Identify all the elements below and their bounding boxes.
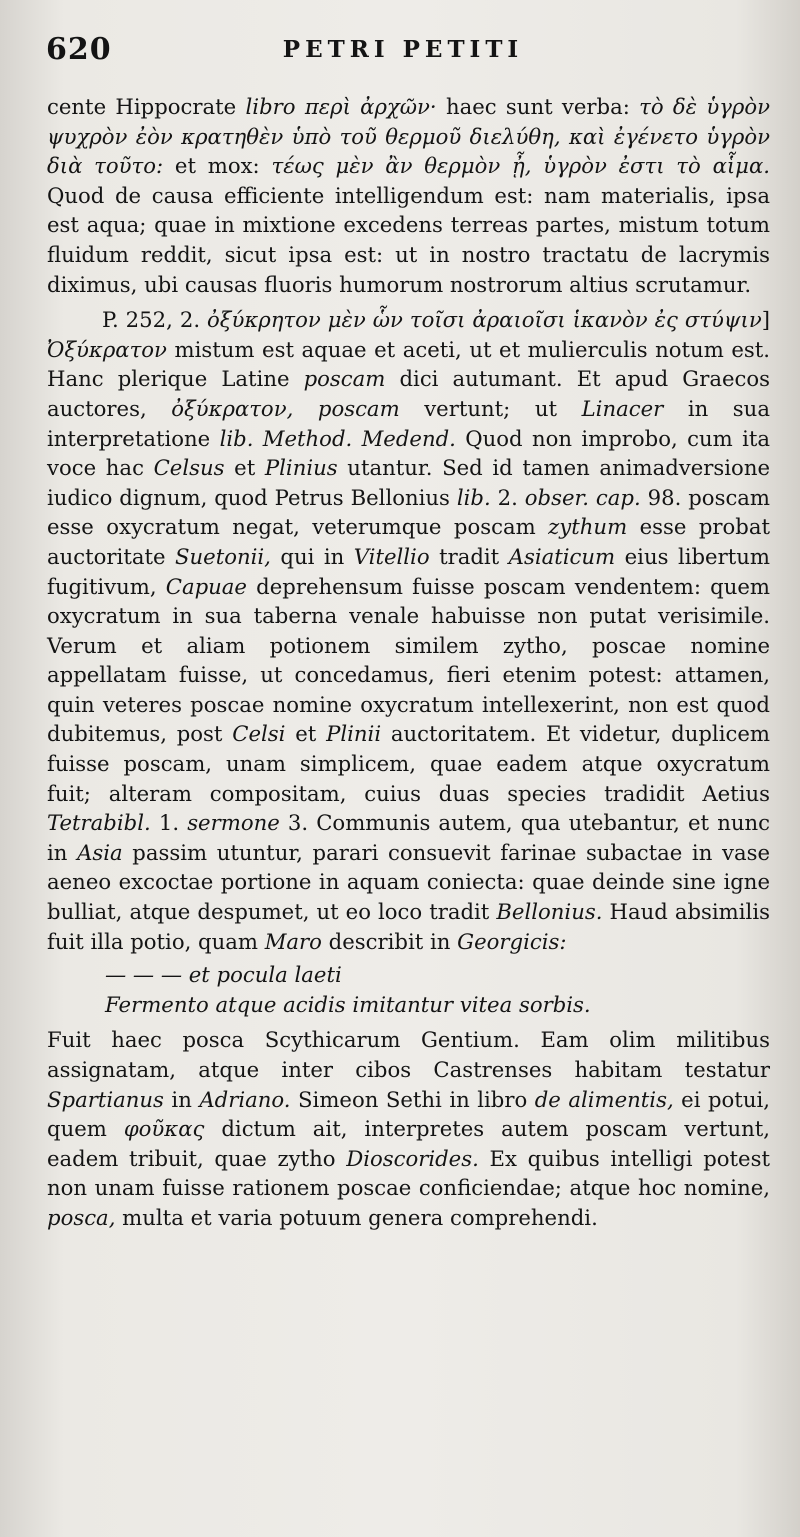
- verse-line: — — — et pocula laeti: [105, 962, 342, 988]
- italic-text: Asia: [77, 839, 123, 865]
- text-run: [296, 94, 305, 119]
- greek-text: φοῦκας: [123, 1116, 205, 1142]
- greek-text: περὶ ἀρχῶν·: [304, 94, 437, 119]
- text-run: in: [163, 1086, 200, 1112]
- text-run: dici autumant. Et apud Graecos auctores,: [47, 366, 770, 421]
- text-run: Ex quibus intelligi potest non unam fuisse rationem poscae conficiendae; atque hoc nomine,: [47, 1145, 770, 1201]
- text-run: cente Hippocrate: [47, 94, 246, 119]
- text-run: eius libertum fugitivum,: [47, 543, 770, 599]
- italic-text: Georgicis:: [457, 928, 567, 954]
- text-run: haec sunt verba:: [436, 94, 640, 119]
- italic-text: Celsus: [153, 455, 225, 481]
- paragraph: [47, 92, 770, 299]
- verse-line: Fermento atque acidis imitantur vitea sorbis.: [105, 991, 591, 1017]
- greek-text: τὸ δὲ ὑγρὸν ψυχρὸν ἐὸν κρατηθὲν ὑπὸ τοῦ θερμοῦ διελύθη, καὶ ἐγένετο ὑγρὸν διὰ τοῦτο:: [47, 94, 770, 179]
- text-run: ei potui, quem: [47, 1086, 770, 1142]
- text-run: passim utuntur, parari consuevit farinae subactae in vase aeneo excoctae portione in aquam coniecta: quae deinde sine igne bulliat, atque despumet, ut eo loco tradit: [47, 839, 770, 925]
- greek-text: ὀξύκρητον μὲν ὧν τοῖσι ἀραιοῖσι ἱκανὸν ἐς στύψιν: [207, 307, 762, 333]
- italic-text: poscam: [317, 395, 400, 421]
- italic-text: Asiaticum: [508, 543, 616, 569]
- italic-text: Dioscorides.: [346, 1145, 479, 1171]
- text-run: esse probat auctoritate: [47, 514, 770, 569]
- italic-text: Adriano.: [199, 1086, 291, 1112]
- page-number: 620: [46, 32, 112, 67]
- text-run: utantur. Sed id tamen animadversione iudico dignum, quod Petrus Bellonius: [47, 455, 770, 510]
- text-run: tradit: [429, 543, 509, 569]
- text-run: Quod non improbo, cum ita voce hac: [47, 425, 770, 481]
- italic-text: Tetrabibl.: [47, 810, 151, 836]
- text-run: vertunt; ut: [399, 395, 582, 421]
- italic-text: obser. cap.: [524, 484, 641, 510]
- italic-text: zythum: [548, 514, 628, 540]
- text-run: qui in: [270, 543, 354, 569]
- text-run: 98. poscam esse oxycratum negat, veterumque poscam: [47, 484, 771, 540]
- running-head: PETRI PETITI: [282, 36, 524, 63]
- text-run: 1.: [150, 810, 188, 836]
- body-text: [47, 92, 770, 1233]
- text-run: 2.: [490, 484, 525, 510]
- italic-text: Capuae: [165, 573, 247, 599]
- text-run: multa et varia potuum genera comprehendi.: [115, 1204, 598, 1230]
- text-run: mistum est aquae et aceti, ut et mulierculis notum est. Hanc plerique Latine: [47, 336, 770, 392]
- paragraph: [47, 305, 770, 956]
- text-run: Simeon Sethi in libro: [290, 1086, 535, 1112]
- italic-text: Linacer: [581, 395, 664, 421]
- italic-text: Vitellio: [353, 543, 430, 569]
- italic-text: Maro: [264, 928, 322, 954]
- italic-text: Celsi: [232, 721, 286, 747]
- text-run: dictum ait, interpretes autem poscam vertunt, eadem tribuit, quae zytho: [47, 1116, 770, 1171]
- greek-text: τέως μὲν ἂν θερμὸν ᾖ, ὑγρὸν ἐστι τὸ αἷμα.: [271, 153, 770, 179]
- italic-text: Plinii: [326, 721, 382, 747]
- greek-text: Ὀξύκρατον: [47, 336, 167, 362]
- paragraph: [47, 1025, 770, 1232]
- italic-text: posca,: [47, 1204, 116, 1230]
- italic-text: sermone: [187, 810, 280, 836]
- text-run: Fuit haec posca Scythicarum Gentium. Eam olim militibus assignatam, atque inter cibos Castrenses habitam testatur: [47, 1027, 770, 1082]
- text-run: deprehensum fuisse poscam vendentem: quem oxycratum in sua taberna venale habuisse non putat verisimile. Verum et aliam potionem similem zytho, poscae nomine appellatam fuisse, ut concedamus, fieri etenim potest: attamen, quin veteres poscae nomine oxycratum intellexerint, non est quod dubitemus, post: [47, 573, 771, 747]
- verse-quotation: [105, 960, 770, 1019]
- greek-text: ὀξύκρατον,: [171, 395, 294, 421]
- text-run: auctoritatem. Et videtur, duplicem fuisse poscam, unam simplicem, quae eadem atque oxycratum fuit; alteram compositam, cuius duas species tradidit Aetius: [47, 721, 770, 806]
- italic-text: Bellonius.: [496, 899, 603, 925]
- text-run: Quod de causa efficiente intelligendum est: nam materialis, ipsa est aqua; quae in mixtione excedens terreas partes, mistum totum fluidum reddit, sicut ipsa est: ut in nostro tractatu de lacrymis diximus, ubi causas fluoris humorum nostrorum altius scrutamur.: [47, 182, 770, 297]
- text-run: et: [224, 455, 265, 481]
- text-run: describit in: [321, 928, 458, 954]
- text-run: [293, 396, 318, 421]
- italic-text: poscam: [303, 366, 386, 392]
- italic-text: Plinius: [264, 455, 338, 481]
- italic-text: Spartianus: [47, 1086, 164, 1112]
- italic-text: lib. Method. Medend.: [219, 425, 456, 451]
- text-run: Haud absimilis fuit illa potio, quam: [47, 899, 770, 954]
- italic-text: Suetonii,: [175, 543, 271, 569]
- italic-text: de alimentis,: [534, 1086, 674, 1112]
- text-run: ]: [761, 307, 770, 333]
- italic-text: lib.: [456, 484, 491, 510]
- italic-text: libro: [245, 94, 296, 119]
- text-run: et mox:: [163, 153, 272, 179]
- text-run: P. 252, 2.: [102, 307, 208, 333]
- page-header: [46, 32, 760, 78]
- text-run: 3. Communis autem, qua utebantur, et nunc in: [47, 810, 770, 865]
- text-run: in sua interpretatione: [47, 395, 770, 451]
- text-run: et: [285, 721, 327, 747]
